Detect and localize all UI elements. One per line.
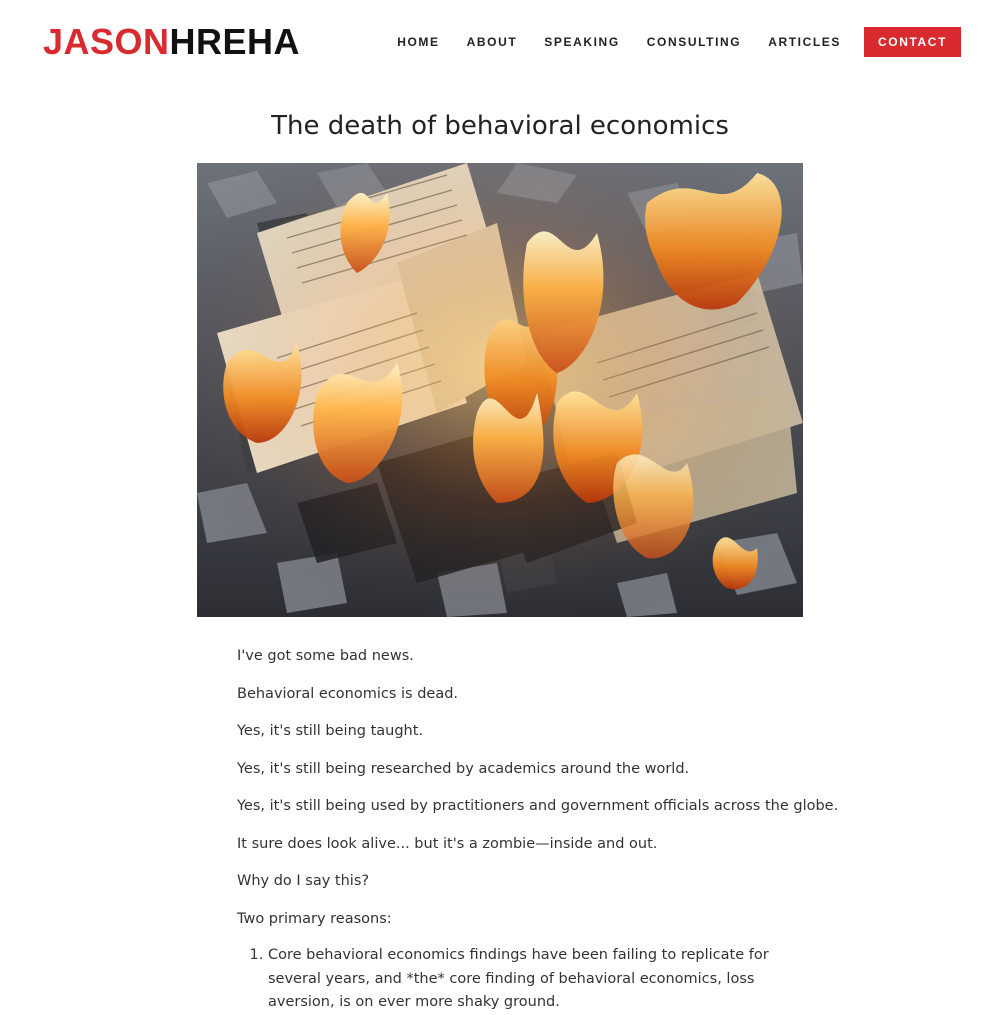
paragraph: Two primary reasons: [237, 910, 392, 927]
paragraph: Why do I say this? [237, 873, 370, 889]
post-body [237, 642, 839, 1015]
post-title: The death of behavioral economics [271, 111, 729, 141]
paragraph: I've got some bad news. [237, 648, 414, 664]
burning-pages-illustration [197, 163, 803, 617]
paragraph: Behavioral economics is dead. [237, 685, 459, 702]
nav-about[interactable]: ABOUT [466, 35, 518, 49]
site-logo[interactable] [43, 22, 300, 62]
site-header [0, 0, 1000, 84]
nav-consulting[interactable]: CONSULTING [646, 35, 742, 49]
nav-speaking[interactable]: SPEAKING [544, 35, 620, 49]
logo-last-name: HREHA [169, 21, 301, 62]
nav-home[interactable]: HOME [397, 35, 440, 49]
logo-first-name: JASON [43, 21, 170, 62]
nav-contact-button[interactable]: CONTACT [864, 27, 961, 57]
paragraph: Yes, it's still being researched by academics around the world. [237, 760, 690, 777]
paragraph: It sure does look alive... but it's a zombie—inside and out. [237, 835, 658, 852]
list-item: 1. Core behavioral economics findings have been failing to replicate for several years, and *the* core finding of behavioral economics, loss aversion, is on ever more shaky ground. [268, 942, 777, 1015]
nav-articles[interactable]: ARTICLES [768, 35, 842, 49]
main-nav [397, 27, 961, 57]
reasons-list [237, 942, 777, 1015]
paragraph: Yes, it's still being used by practitioners and government officials across the globe. [237, 798, 839, 814]
hero-image [197, 163, 803, 617]
paragraph: Yes, it's still being taught. [237, 723, 424, 739]
